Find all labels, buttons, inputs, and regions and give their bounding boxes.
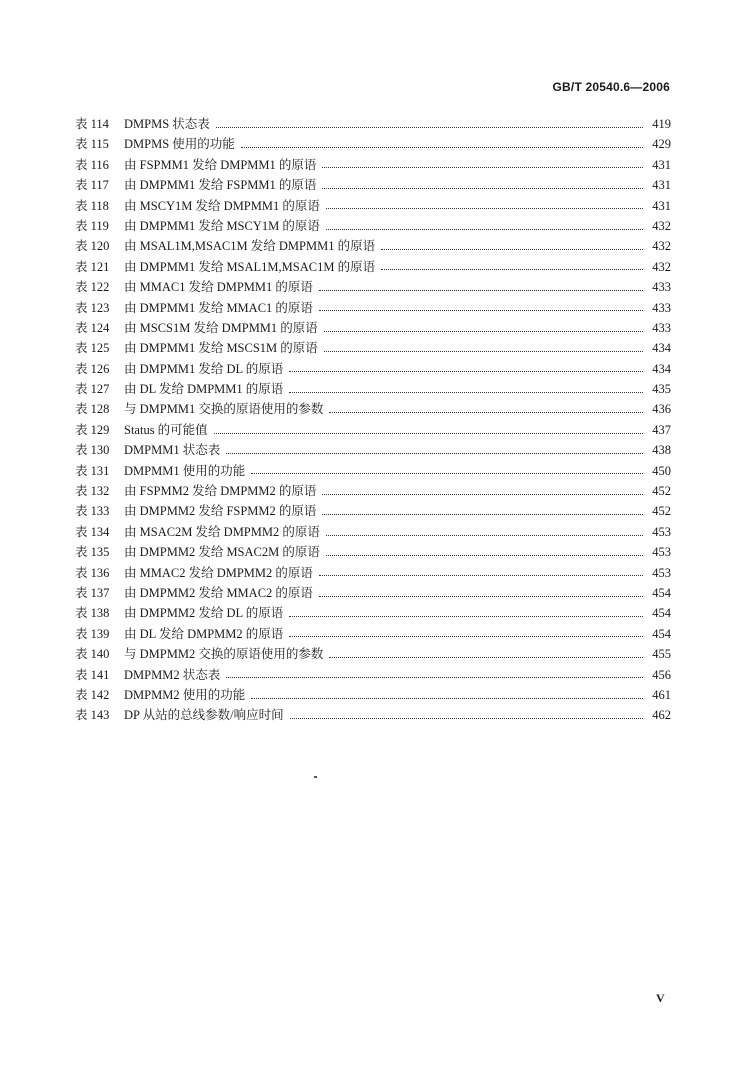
- dot-leader: [322, 167, 643, 168]
- toc-table-number: 表 119: [75, 218, 109, 233]
- toc-entry: [75, 705, 671, 725]
- toc-entry: [75, 318, 671, 338]
- toc-table-number: 表 120: [75, 239, 110, 254]
- toc-page-number: 433: [652, 280, 671, 295]
- toc-entry: [75, 298, 671, 318]
- dot-leader: [290, 718, 643, 719]
- toc-entry: [75, 481, 671, 501]
- toc-entry: [75, 583, 671, 603]
- toc-entry: [75, 501, 671, 521]
- document-code-header: GB/T 20540.6—2006: [552, 80, 670, 94]
- dot-leader: [319, 310, 643, 311]
- toc-page-number: 432: [652, 259, 671, 274]
- dot-leader: [289, 371, 643, 372]
- toc-entry: [75, 338, 671, 358]
- toc-page-number: 462: [652, 708, 671, 723]
- toc-page-number: 431: [652, 178, 671, 193]
- toc-page-number: 433: [652, 320, 671, 335]
- dot-leader: [241, 147, 643, 148]
- toc-entry-title: 与 DMPMM1 交换的原语使用的参数: [124, 402, 324, 417]
- toc-entry-title: 由 MSAL1M,MSAC1M 发给 DMPMM1 的原语: [124, 239, 376, 254]
- toc-entry-title: 由 DMPMM1 发给 DL 的原语: [124, 361, 284, 376]
- toc-entry: [75, 440, 671, 460]
- toc-entry-title: 由 MMAC1 发给 DMPMM1 的原语: [124, 280, 313, 295]
- toc-page-number: 454: [652, 585, 671, 600]
- toc-entry: [75, 563, 671, 583]
- toc-entry-title: 由 DMPMM2 发给 FSPMM2 的原语: [124, 504, 317, 519]
- toc-entry-title: 由 DMPMM1 发给 MSAL1M,MSAC1M 的原语: [124, 259, 376, 274]
- dot-leader: [326, 535, 643, 536]
- toc-table-number: 表 122: [75, 280, 110, 295]
- toc-entry-title: 由 DMPMM1 发给 MSCS1M 的原语: [124, 341, 318, 356]
- dot-leader: [251, 698, 643, 699]
- toc-entry-title: 由 FSPMM2 发给 DMPMM2 的原语: [124, 484, 317, 499]
- toc-table-number: 表 125: [75, 341, 110, 356]
- toc-page-number: 456: [652, 667, 671, 682]
- toc-table-number: 表 141: [75, 667, 110, 682]
- toc-page-number: 434: [652, 341, 671, 356]
- toc-entry-title: DMPMS 使用的功能: [124, 137, 235, 152]
- toc-table-number: 表 117: [75, 178, 109, 193]
- toc-page-number: 432: [652, 239, 671, 254]
- toc-page-number: 434: [652, 361, 671, 376]
- dot-leader: [324, 351, 643, 352]
- toc-entry-title: DMPMM2 状态表: [124, 667, 221, 682]
- toc-page-number: 419: [652, 117, 671, 131]
- toc-page-number: 437: [652, 422, 671, 437]
- toc-table-number: 表 139: [75, 626, 110, 641]
- toc-page-number: 453: [652, 565, 671, 580]
- toc-entry-title: DMPMM1 使用的功能: [124, 463, 246, 478]
- toc-entry-title: Status 的可能值: [124, 422, 208, 437]
- toc-page-number: 438: [652, 443, 671, 458]
- dot-leader: [226, 677, 643, 678]
- toc-page-number: 436: [652, 402, 671, 417]
- table-list: [75, 114, 671, 726]
- toc-entry-title: 由 DMPMM2 发给 DL 的原语: [124, 606, 284, 621]
- toc-entry-title: 由 DMPMM2 发给 MMAC2 的原语: [124, 585, 313, 600]
- toc-entry-title: 由 DMPMM1 发给 MSCY1M 的原语: [124, 218, 320, 233]
- toc-entry: [75, 236, 671, 256]
- dot-leader: [322, 188, 643, 189]
- dot-leader: [381, 269, 643, 270]
- toc-table-number: 表 130: [75, 443, 110, 458]
- toc-table-number: 表 140: [75, 647, 110, 662]
- toc-page-number: 431: [652, 157, 671, 172]
- toc-entry: [75, 277, 671, 297]
- dot-leader: [319, 575, 643, 576]
- toc-entry-title: 由 DMPMM1 发给 MMAC1 的原语: [124, 300, 313, 315]
- toc-entry-title: DMPMS 状态表: [124, 117, 210, 131]
- toc-entry: [75, 196, 671, 216]
- toc-table-number: 表 137: [75, 585, 110, 600]
- toc-entry: [75, 114, 671, 134]
- toc-table-number: 表 131: [75, 463, 110, 478]
- dot-leader: [319, 596, 643, 597]
- dot-leader: [289, 616, 643, 617]
- toc-entry: [75, 257, 671, 277]
- toc-entry-title: 由 FSPMM1 发给 DMPMM1 的原语: [124, 157, 317, 172]
- toc-entry: [75, 359, 671, 379]
- toc-entry: [75, 522, 671, 542]
- toc-table-number: 表 129: [75, 422, 110, 437]
- toc-table-number: 表 135: [75, 545, 110, 560]
- toc-entry: [75, 603, 671, 623]
- toc-table-number: 表 142: [75, 687, 110, 702]
- toc-page-number: 453: [652, 545, 671, 560]
- dot-leader: [214, 433, 643, 434]
- dot-leader: [322, 514, 643, 515]
- dot-leader: [216, 127, 643, 128]
- toc-entry: [75, 461, 671, 481]
- dot-leader: [251, 473, 643, 474]
- toc-page-number: 431: [652, 198, 671, 213]
- dot-leader: [319, 290, 643, 291]
- dot-leader: [326, 229, 643, 230]
- dot-leader: [381, 249, 643, 250]
- toc-page-number: 454: [652, 626, 671, 641]
- toc-entry: [75, 216, 671, 236]
- dot-leader: [326, 208, 643, 209]
- toc-entry-title: 与 DMPMM2 交换的原语使用的参数: [124, 647, 324, 662]
- toc-page-number: 435: [652, 382, 671, 397]
- toc-table-number: 表 136: [75, 565, 110, 580]
- toc-page-number: 450: [652, 463, 671, 478]
- toc-table-number: 表 128: [75, 402, 110, 417]
- scan-speck: [314, 776, 317, 778]
- toc-page-number: 429: [652, 137, 671, 152]
- toc-page-number: 461: [652, 687, 671, 702]
- dot-leader: [289, 392, 643, 393]
- toc-entry: [75, 175, 671, 195]
- toc-table-number: 表 132: [75, 484, 110, 499]
- toc-table-number: 表 127: [75, 382, 110, 397]
- toc-entry: [75, 542, 671, 562]
- dot-leader: [329, 412, 643, 413]
- page-number: V: [656, 991, 665, 1005]
- dot-leader: [226, 453, 643, 454]
- toc-entry-title: DMPMM1 状态表: [124, 443, 221, 458]
- toc-table-number: 表 115: [75, 137, 109, 152]
- toc-entry: [75, 399, 671, 419]
- dot-leader: [329, 657, 643, 658]
- toc-page-number: 433: [652, 300, 671, 315]
- toc-entry-title: DMPMM2 使用的功能: [124, 687, 246, 702]
- toc-entry: [75, 624, 671, 644]
- toc-entry: [75, 155, 671, 175]
- toc-page-number: 453: [652, 524, 671, 539]
- toc-page-number: 455: [652, 647, 671, 662]
- toc-entry-title: 由 MMAC2 发给 DMPMM2 的原语: [124, 565, 313, 580]
- toc-entry-title: 由 MSCY1M 发给 DMPMM1 的原语: [124, 198, 320, 213]
- toc-entry-title: 由 DMPMM2 发给 MSAC2M 的原语: [124, 545, 320, 560]
- toc-table-number: 表 124: [75, 320, 110, 335]
- toc-table-number: 表 133: [75, 504, 110, 519]
- toc-table-number: 表 126: [75, 361, 110, 376]
- toc-page-number: 432: [652, 218, 671, 233]
- toc-entry-title: 由 MSAC2M 发给 DMPMM2 的原语: [124, 524, 320, 539]
- toc-entry: [75, 379, 671, 399]
- toc-table-number: 表 143: [75, 708, 110, 723]
- toc-table-number: 表 121: [75, 259, 110, 274]
- toc-page-number: 454: [652, 606, 671, 621]
- toc-entry: [75, 134, 671, 154]
- dot-leader: [326, 555, 643, 556]
- toc-entry-title: 由 MSCS1M 发给 DMPMM1 的原语: [124, 320, 318, 335]
- toc-table-number: 表 114: [75, 117, 109, 131]
- toc-entry: [75, 644, 671, 664]
- toc-entry-title: 由 DL 发给 DMPMM1 的原语: [124, 382, 284, 397]
- toc-entry-title: 由 DMPMM1 发给 FSPMM1 的原语: [124, 178, 317, 193]
- toc-table-number: 表 123: [75, 300, 110, 315]
- toc-entry-title: 由 DL 发给 DMPMM2 的原语: [124, 626, 284, 641]
- toc-entry: [75, 665, 671, 685]
- dot-leader: [289, 636, 643, 637]
- toc-page-number: 452: [652, 504, 671, 519]
- toc-table-number: 表 116: [75, 157, 109, 172]
- toc-table-number: 表 138: [75, 606, 110, 621]
- toc-page-number: 452: [652, 484, 671, 499]
- toc-table-number: 表 118: [75, 198, 109, 213]
- dot-leader: [324, 331, 643, 332]
- toc-entry: [75, 420, 671, 440]
- dot-leader: [322, 494, 643, 495]
- toc-entry-title: DP 从站的总线参数/响应时间: [124, 708, 284, 723]
- toc-entry: [75, 685, 671, 705]
- toc-table-number: 表 134: [75, 524, 110, 539]
